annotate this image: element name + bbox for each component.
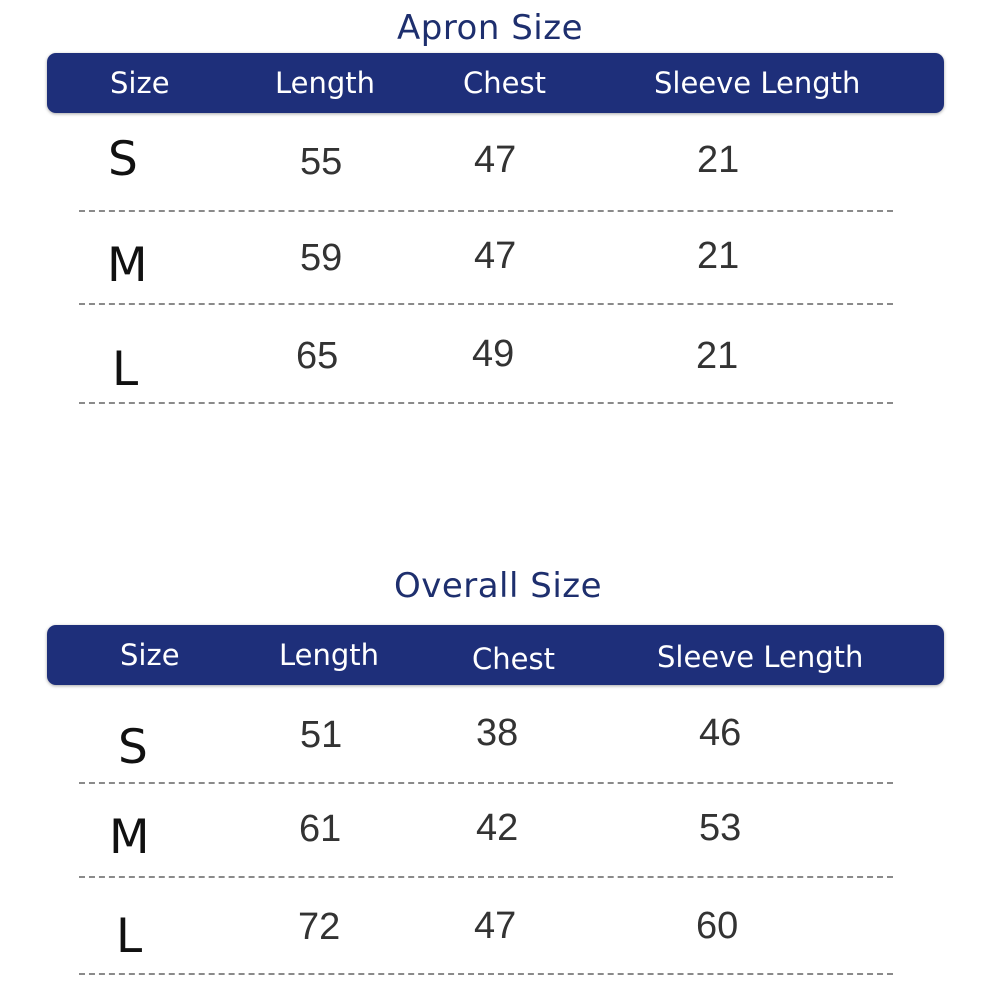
length-value: 72 bbox=[298, 906, 341, 948]
sleeve-length-value: 21 bbox=[697, 139, 740, 181]
size-label: S bbox=[108, 132, 138, 187]
header-sleeve-length: Sleeve Length bbox=[654, 66, 861, 100]
size-label: L bbox=[112, 342, 139, 397]
sleeve-length-value: 53 bbox=[699, 807, 742, 849]
apron-size-title: Apron Size bbox=[396, 8, 584, 48]
length-value: 55 bbox=[300, 141, 343, 183]
length-value: 59 bbox=[300, 237, 343, 279]
length-value: 65 bbox=[296, 335, 339, 377]
row-divider bbox=[79, 402, 893, 404]
chest-value: 47 bbox=[474, 235, 517, 277]
row-divider bbox=[79, 782, 893, 784]
overall-size-header-bar bbox=[47, 625, 944, 685]
header-size: Size bbox=[110, 66, 170, 100]
overall-size-title: Overall Size bbox=[393, 566, 603, 606]
size-label: L bbox=[116, 909, 143, 964]
header-chest: Chest bbox=[463, 66, 546, 100]
header-sleeve-length: Sleeve Length bbox=[657, 640, 864, 674]
chest-value: 38 bbox=[476, 712, 519, 754]
header-length: Length bbox=[279, 638, 380, 672]
length-value: 51 bbox=[300, 714, 343, 756]
sleeve-length-value: 60 bbox=[696, 905, 739, 947]
size-label: S bbox=[118, 720, 148, 775]
size-label: M bbox=[109, 810, 150, 865]
header-chest: Chest bbox=[472, 642, 555, 676]
chest-value: 47 bbox=[474, 139, 517, 181]
row-divider bbox=[79, 973, 893, 975]
row-divider bbox=[79, 210, 893, 212]
apron-size-header-bar bbox=[47, 53, 944, 113]
sleeve-length-value: 21 bbox=[697, 235, 740, 277]
length-value: 61 bbox=[299, 808, 342, 850]
chest-value: 49 bbox=[472, 333, 515, 375]
row-divider bbox=[79, 303, 893, 305]
row-divider bbox=[79, 876, 893, 878]
chest-value: 42 bbox=[476, 807, 519, 849]
header-size: Size bbox=[120, 638, 180, 672]
sleeve-length-value: 46 bbox=[699, 712, 742, 754]
header-length: Length bbox=[275, 66, 376, 100]
size-label: M bbox=[107, 238, 148, 293]
chest-value: 47 bbox=[474, 905, 517, 947]
sleeve-length-value: 21 bbox=[696, 335, 739, 377]
